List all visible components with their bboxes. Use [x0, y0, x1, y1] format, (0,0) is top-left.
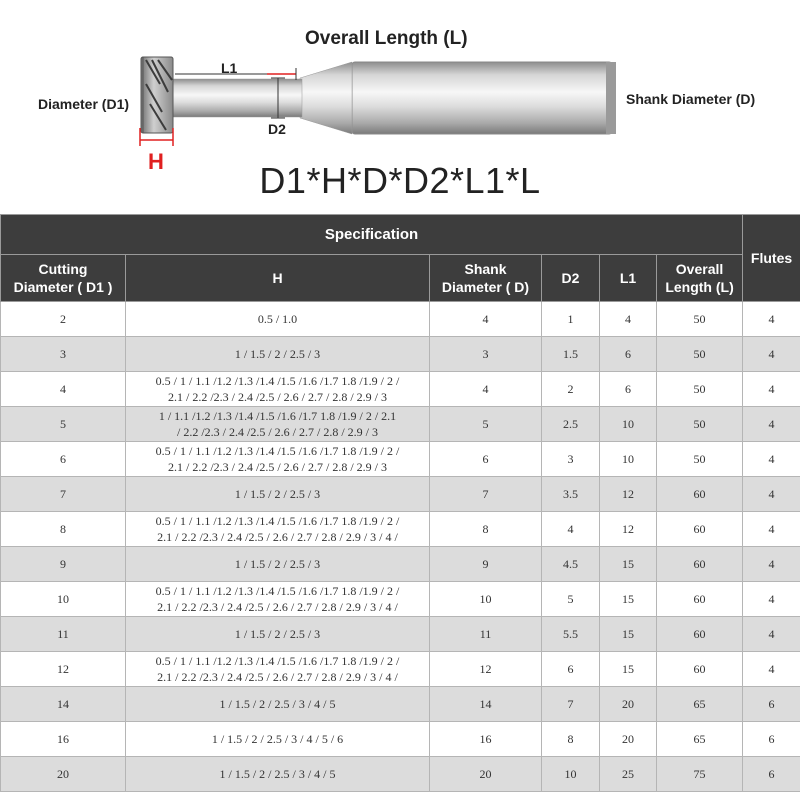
cell-d1: 11 [1, 617, 126, 652]
cell-flutes: 4 [743, 582, 800, 617]
table-row [1, 372, 800, 407]
table-row [1, 302, 800, 337]
cell-d1: 12 [1, 652, 126, 687]
cell-l1: 20 [600, 687, 657, 722]
cell-flutes: 4 [743, 442, 800, 477]
h-values-line: 0.5 / 1 / 1.1 /1.2 /1.3 /1.4 /1.5 /1.6 /1.7 1.8 /1.9 / 2 / [155, 374, 400, 388]
taper [300, 62, 352, 134]
cell-l: 60 [657, 652, 743, 687]
cell-d: 9 [430, 547, 542, 582]
dimension-formula: D1*H*D*D2*L1*L [259, 160, 541, 201]
cell-d2: 2.5 [542, 407, 600, 442]
cell-flutes: 6 [743, 722, 800, 757]
table-row [1, 477, 800, 512]
cell-d2: 7 [542, 687, 600, 722]
cell-d2: 4 [542, 512, 600, 547]
cell-d2: 10 [542, 757, 600, 792]
cell-d: 16 [430, 722, 542, 757]
cell-flutes: 4 [743, 477, 800, 512]
cell-l: 60 [657, 547, 743, 582]
flutes-header: Flutes [743, 215, 800, 302]
cell-h [126, 722, 430, 757]
cell-l: 60 [657, 477, 743, 512]
cell-flutes: 4 [743, 302, 800, 337]
h-values-line: 0.5 / 1.0 [257, 312, 298, 326]
cell-l: 50 [657, 302, 743, 337]
shank [352, 62, 612, 134]
cell-d2: 5 [542, 582, 600, 617]
cell-d1: 4 [1, 372, 126, 407]
cell-h [126, 757, 430, 792]
h-values-line: 1 / 1.5 / 2 / 2.5 / 3 / 4 / 5 [219, 697, 336, 711]
cell-d1: 20 [1, 757, 126, 792]
table-row [1, 337, 800, 372]
cell-l1: 15 [600, 582, 657, 617]
cell-flutes: 4 [743, 652, 800, 687]
cell-l: 75 [657, 757, 743, 792]
cell-flutes: 4 [743, 337, 800, 372]
specification-header: Specification [1, 215, 743, 255]
cell-flutes: 4 [743, 407, 800, 442]
cell-d1: 6 [1, 442, 126, 477]
overall-length-header: Overall Length (L) [657, 255, 743, 302]
table-row [1, 582, 800, 617]
cell-h [126, 407, 430, 442]
cell-l1: 6 [600, 337, 657, 372]
cell-flutes: 4 [743, 512, 800, 547]
cell-d1: 7 [1, 477, 126, 512]
cell-d: 3 [430, 337, 542, 372]
h-values-line: 0.5 / 1 / 1.1 /1.2 /1.3 /1.4 /1.5 /1.6 /1.7 1.8 /1.9 / 2 / [155, 584, 400, 598]
h-header: H [126, 255, 430, 302]
h-values-line: 1 / 1.5 / 2 / 2.5 / 3 [234, 627, 321, 641]
shank-diameter-header: Shank Diameter ( D) [430, 255, 542, 302]
cell-l: 50 [657, 372, 743, 407]
cell-h [126, 687, 430, 722]
cell-d: 20 [430, 757, 542, 792]
h-values-line: 2.1 / 2.2 /2.3 / 2.4 /2.5 / 2.6 / 2.7 / 2.8 / 2.9 / 3 / 4 / [157, 530, 398, 544]
h-label: H [148, 149, 164, 174]
table-row [1, 547, 800, 582]
table-row [1, 617, 800, 652]
neck [170, 79, 302, 117]
cell-d: 8 [430, 512, 542, 547]
cell-l: 65 [657, 722, 743, 757]
cell-d1: 10 [1, 582, 126, 617]
cell-d: 7 [430, 477, 542, 512]
cell-d2: 8 [542, 722, 600, 757]
cell-h [126, 512, 430, 547]
cell-d: 4 [430, 302, 542, 337]
shank-diameter-label: Shank Diameter (D) [626, 91, 756, 107]
cell-d1: 5 [1, 407, 126, 442]
cell-l1: 12 [600, 512, 657, 547]
h-values-line: 0.5 / 1 / 1.1 /1.2 /1.3 /1.4 /1.5 /1.6 /1.7 1.8 /1.9 / 2 / [155, 654, 400, 668]
cell-l: 50 [657, 407, 743, 442]
cell-d: 12 [430, 652, 542, 687]
cell-flutes: 4 [743, 547, 800, 582]
cell-d: 10 [430, 582, 542, 617]
cell-h [126, 652, 430, 687]
h-values-line: 1 / 1.5 / 2 / 2.5 / 3 / 4 / 5 / 6 [211, 732, 344, 746]
cell-d2: 1 [542, 302, 600, 337]
table-row [1, 652, 800, 687]
h-values-line: 2.1 / 2.2 /2.3 / 2.4 /2.5 / 2.6 / 2.7 / 2.8 / 2.9 / 3 / 4 / [157, 670, 398, 684]
l1-header: L1 [600, 255, 657, 302]
cell-l: 60 [657, 617, 743, 652]
cell-l: 60 [657, 582, 743, 617]
cell-l: 50 [657, 337, 743, 372]
cell-flutes: 6 [743, 687, 800, 722]
cell-flutes: 4 [743, 617, 800, 652]
cell-l1: 15 [600, 617, 657, 652]
overall-length-label: Overall Length (L) [305, 28, 468, 49]
cell-l1: 12 [600, 477, 657, 512]
h-values-line: 0.5 / 1 / 1.1 /1.2 /1.3 /1.4 /1.5 /1.6 /1.7 1.8 /1.9 / 2 / [155, 444, 400, 458]
table-row [1, 442, 800, 477]
cell-h [126, 442, 430, 477]
cell-d1: 3 [1, 337, 126, 372]
h-values-line: 1 / 1.5 / 2 / 2.5 / 3 [234, 557, 321, 571]
h-values-line: 2.1 / 2.2 /2.3 / 2.4 /2.5 / 2.6 / 2.7 / 2.8 / 2.9 / 3 [167, 390, 387, 404]
cell-l1: 20 [600, 722, 657, 757]
h-values-line: 1 / 1.5 / 2 / 2.5 / 3 / 4 / 5 [219, 767, 336, 781]
cell-l1: 10 [600, 442, 657, 477]
cell-d1: 8 [1, 512, 126, 547]
h-values-line: 1 / 1.5 / 2 / 2.5 / 3 [234, 487, 321, 501]
table-row [1, 757, 800, 792]
l1-label: L1 [221, 60, 238, 76]
cell-l1: 10 [600, 407, 657, 442]
cell-l: 60 [657, 512, 743, 547]
cell-l1: 15 [600, 547, 657, 582]
table-row [1, 687, 800, 722]
shank-end [606, 62, 616, 134]
cell-d2: 5.5 [542, 617, 600, 652]
cell-h [126, 302, 430, 337]
cell-h [126, 582, 430, 617]
d2-label: D2 [268, 121, 286, 137]
specification-rows [1, 302, 800, 792]
h-values-line: 2.1 / 2.2 /2.3 / 2.4 /2.5 / 2.6 / 2.7 / 2.8 / 2.9 / 3 / 4 / [157, 600, 398, 614]
cell-d: 6 [430, 442, 542, 477]
cell-h [126, 372, 430, 407]
h-values-line: 1 / 1.1 /1.2 /1.3 /1.4 /1.5 /1.6 /1.7 1.8 /1.9 / 2 / 2.1 [158, 409, 397, 423]
cell-d2: 6 [542, 652, 600, 687]
cell-l1: 25 [600, 757, 657, 792]
cell-d: 4 [430, 372, 542, 407]
cell-d2: 3.5 [542, 477, 600, 512]
cell-h [126, 547, 430, 582]
tool-diagram [0, 0, 800, 215]
specification-table [0, 214, 800, 792]
cell-h [126, 337, 430, 372]
cell-d2: 4.5 [542, 547, 600, 582]
cell-d2: 2 [542, 372, 600, 407]
h-values-line: 2.1 / 2.2 /2.3 / 2.4 /2.5 / 2.6 / 2.7 / 2.8 / 2.9 / 3 [167, 460, 387, 474]
cell-d2: 1.5 [542, 337, 600, 372]
cell-d1: 14 [1, 687, 126, 722]
table-row [1, 407, 800, 442]
cell-d1: 16 [1, 722, 126, 757]
cell-l1: 4 [600, 302, 657, 337]
cell-flutes: 4 [743, 372, 800, 407]
cell-d2: 3 [542, 442, 600, 477]
cell-d: 11 [430, 617, 542, 652]
cutting-diameter-header: Cutting Diameter ( D1 ) [1, 255, 126, 302]
diameter-d1-label: Diameter (D1) [38, 96, 130, 112]
table-row [1, 722, 800, 757]
cell-l: 50 [657, 442, 743, 477]
cell-d1: 9 [1, 547, 126, 582]
cell-d: 14 [430, 687, 542, 722]
cell-h [126, 477, 430, 512]
cell-h [126, 617, 430, 652]
h-values-line: / 2.2 /2.3 / 2.4 /2.5 / 2.6 / 2.7 / 2.8 / 2.9 / 3 [176, 425, 378, 439]
h-values-line: 1 / 1.5 / 2 / 2.5 / 3 [234, 347, 321, 361]
cell-d: 5 [430, 407, 542, 442]
table-row [1, 512, 800, 547]
cell-l1: 6 [600, 372, 657, 407]
cell-l: 65 [657, 687, 743, 722]
h-values-line: 0.5 / 1 / 1.1 /1.2 /1.3 /1.4 /1.5 /1.6 /1.7 1.8 /1.9 / 2 / [155, 514, 400, 528]
d2-header: D2 [542, 255, 600, 302]
cell-flutes: 6 [743, 757, 800, 792]
cell-l1: 15 [600, 652, 657, 687]
cell-d1: 2 [1, 302, 126, 337]
